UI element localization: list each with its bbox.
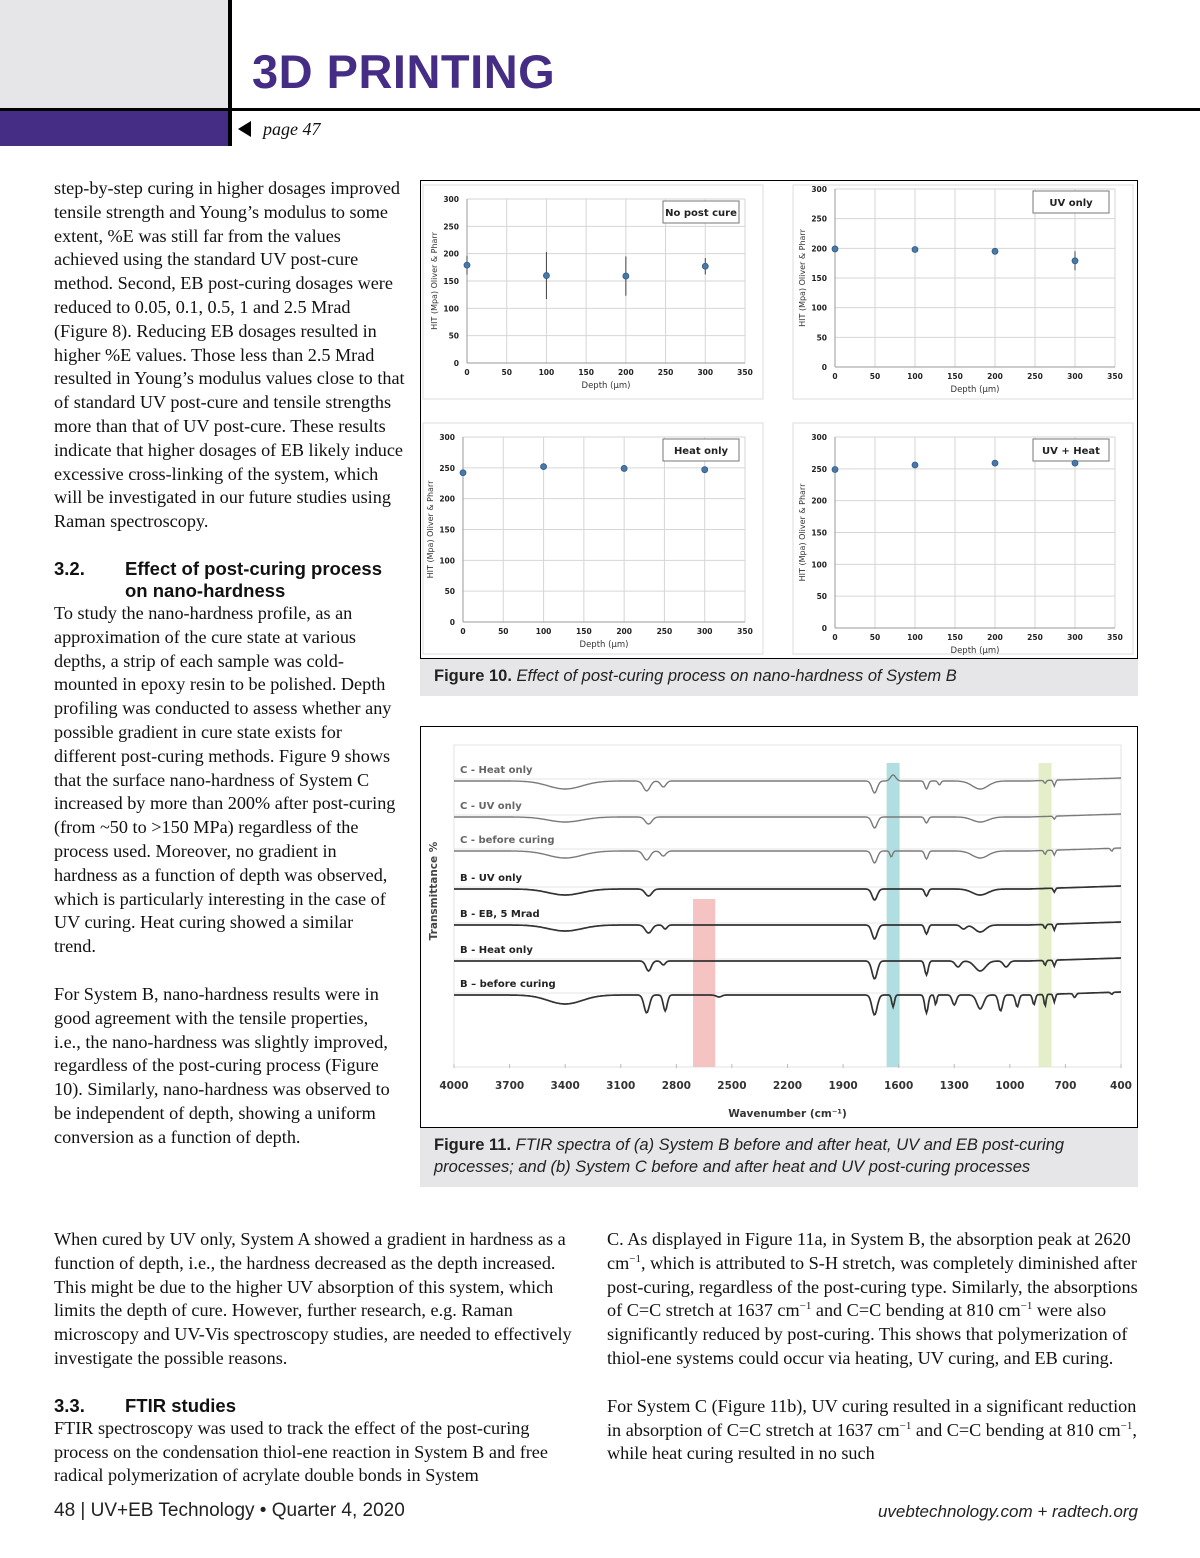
y-axis-label: HIT (Mpa) Oliver & Pharr [798, 483, 807, 582]
paragraph: step-by-step curing in higher dosages improved tensile strength and Young’s modulus to some extent, %E was still far from the values achieved using the standard UV post-cure method. Second, EB post-curing dosages were reduced to 0.05, 0.1, 0.5, 1 and 2.5 Mrad (Figure 8). Reducing EB dosages resulted in higher %E values. Those less than 2.5 Mrad resulted in Young’s modulus values close to that of standard UV post-cure and tensile strengths more than that of UV post-cure. These results indicate that higher dosages of EB likely induce excessive cross-linking of the system, which will be investigated in our future studies using Raman spectroscopy. [54, 178, 405, 532]
x-tick-label: 3100 [606, 1080, 636, 1092]
x-tick-label: 300 [1067, 633, 1083, 642]
chart-panel [423, 185, 763, 399]
left-column [54, 177, 406, 1149]
y-tick-label: 100 [811, 303, 827, 313]
x-tick-label: 200 [987, 633, 1003, 642]
series-label: B - Heat only [460, 945, 533, 956]
data-point [702, 263, 708, 269]
legend-label: No post cure [665, 208, 737, 219]
x-tick-label: 350 [1107, 372, 1123, 381]
x-tick-label: 150 [578, 368, 594, 377]
header-gray-block [0, 0, 228, 108]
figure-10 [420, 180, 1138, 659]
x-tick-label: 200 [987, 372, 1003, 381]
legend-label: UV + Heat [1042, 446, 1100, 457]
y-tick-label: 250 [811, 214, 827, 224]
y-tick-label: 50 [816, 592, 827, 602]
chart-panel [793, 423, 1133, 656]
x-tick-label: 250 [656, 627, 673, 636]
caption-label: Figure 11. [434, 1136, 512, 1154]
figure-10-caption [420, 659, 1138, 696]
x-tick-label: 250 [1027, 372, 1043, 381]
section-number: 3.3. [54, 1394, 85, 1416]
section-title: 3D PRINTING [252, 45, 556, 98]
data-point [912, 462, 918, 468]
x-tick-label: 2500 [717, 1080, 747, 1092]
x-tick-label: 400 [1110, 1080, 1132, 1092]
section-heading-3-2 [54, 558, 406, 602]
x-tick-label: 200 [616, 627, 632, 636]
paragraph: To study the nano-hardness profile, as an approximation of the cure state at various depths, a strip of each sample was cold-mounted in epoxy resin to be polished. Depth profiling was conducted to assess whether any possible gradient in cure state exists for different post-curing methods. Figure 9 shows that the surface nano-hardness of System C increased by more than 200% after post-curing (from ~50 to >150 MPa) regardless of the process used. Moreover, no gradient in hardness as a function of depth was observed, which is particularly interesting in the case of UV curing. Heat curing showed a similar trend. [54, 602, 396, 957]
nano-hardness-charts [421, 181, 1137, 658]
x-tick-label: 300 [1067, 372, 1083, 381]
x-axis-label: Depth (μm) [950, 385, 1000, 395]
y-tick-label: 100 [811, 560, 827, 570]
data-point [912, 247, 918, 253]
y-tick-label: 0 [449, 618, 455, 627]
y-tick-label: 100 [439, 556, 455, 566]
y-tick-label: 300 [811, 185, 827, 194]
y-tick-label: 50 [448, 331, 459, 341]
footer-sites: uvebtechnology.com + radtech.org [877, 1502, 1138, 1521]
data-point [623, 273, 629, 279]
x-tick-label: 2200 [772, 1080, 803, 1092]
section-number: 3.2. [54, 557, 85, 579]
x-tick-label: 300 [696, 627, 713, 636]
data-point [832, 246, 838, 252]
data-point [541, 464, 547, 470]
y-tick-label: 250 [811, 464, 827, 474]
y-tick-label: 300 [443, 195, 459, 204]
y-tick-label: 200 [811, 244, 827, 254]
y-axis-label: HIT (Mpa) Oliver & Pharr [798, 229, 807, 327]
x-tick-label: 350 [737, 368, 753, 377]
x-tick-label: 700 [1054, 1080, 1077, 1092]
caption-text: Effect of post-curing process on nano-hardness of System B [516, 667, 957, 685]
x-tick-label: 0 [460, 627, 466, 636]
data-point [702, 467, 708, 473]
x-axis-label: Wavenumber (cm⁻¹) [728, 1108, 847, 1120]
y-tick-label: 250 [439, 463, 455, 473]
y-tick-label: 0 [453, 359, 459, 368]
y-axis-label: HIT (Mpa) Oliver & Pharr [426, 480, 435, 579]
header-purple-bar [0, 111, 228, 146]
y-tick-label: 300 [811, 433, 827, 442]
x-tick-label: 150 [947, 633, 963, 642]
figure-11-caption [420, 1128, 1138, 1187]
x-tick-label: 100 [907, 372, 923, 381]
ftir-spectra-chart [421, 727, 1137, 1127]
x-tick-label: 3400 [550, 1080, 580, 1092]
x-tick-label: 0 [832, 633, 838, 642]
x-axis-label: Depth (μm) [581, 381, 631, 391]
x-tick-label: 0 [832, 372, 838, 381]
x-tick-label: 1300 [939, 1080, 969, 1092]
x-tick-label: 3700 [494, 1080, 525, 1092]
paragraph: C. As displayed in Figure 11a, in System B, the absorption peak at 2620 $cm^{-1}$, which is attributed to S-H stretch, was completely diminished after post-curing, regardless of the post-curing type. Similarly, the absorptions of C=C stretch at 1637 $cm^{-1}$ and C=C bending at 810 $cm^{-1}$ were also significantly reduced by post-curing. This shows that polymerization of thiol-ene systems could occur via heating, UV curing, and EB curing. [607, 1229, 1138, 1368]
series-label: C - before curing [460, 835, 555, 846]
x-tick-label: 250 [1027, 633, 1043, 642]
plot-area [454, 745, 1121, 1067]
bottom-left-column [54, 1228, 588, 1488]
section-heading-text: FTIR studies [125, 1394, 237, 1416]
x-tick-label: 200 [618, 368, 634, 377]
y-tick-label: 100 [443, 304, 459, 314]
bottom-right-column [607, 1228, 1142, 1466]
paragraph: For System B, nano-hardness results were in good agreement with the tensile properties, i.e., the nano-hardness was slightly improved, regardless of the post-curing process (Figure 10). Similarly, nano-hardness was observed to be independent of depth, showing a uniform conversion as a function of depth. [54, 983, 390, 1147]
continued-from-label: page 47 [263, 119, 321, 139]
x-tick-label: 1000 [995, 1080, 1025, 1092]
x-tick-label: 50 [498, 627, 509, 636]
x-tick-label: 50 [869, 633, 881, 642]
x-tick-label: 150 [576, 627, 592, 636]
x-tick-label: 250 [657, 368, 674, 377]
caption-text: FTIR spectra of (a) System B before and after heat, UV and EB post-curing processes; and (b) System C before and after heat and UV post-curing processes [434, 1136, 1065, 1176]
x-tick-label: 100 [538, 368, 555, 377]
data-point [1072, 258, 1078, 264]
x-tick-label: 2800 [661, 1080, 691, 1092]
y-tick-label: 150 [811, 528, 827, 538]
data-point [460, 470, 466, 476]
series-label: B - UV only [460, 873, 523, 884]
y-tick-label: 300 [439, 433, 455, 442]
x-tick-label: 50 [869, 372, 881, 381]
y-tick-label: 150 [439, 525, 455, 535]
x-tick-label: 1900 [828, 1080, 858, 1092]
y-tick-label: 250 [443, 222, 459, 232]
paragraph: When cured by UV only, System A showed a gradient in hardness as a function of depth, i.e., the hardness decreased as the depth increased. This might be due to the higher UV absorption of this system, which limits the depth of cure. However, further research, e.g. Raman microscopy and UV-Vis spectroscopy studies, are needed to effectively investigate the possible reasons. [54, 1229, 572, 1368]
data-point [832, 466, 838, 472]
legend-label: Heat only [673, 446, 729, 457]
data-point [1072, 460, 1078, 466]
x-tick-label: 100 [907, 633, 923, 642]
y-tick-label: 150 [811, 274, 827, 283]
series-label: B – before curing [460, 979, 556, 990]
x-tick-label: 350 [1107, 633, 1123, 642]
x-tick-label: 50 [501, 368, 512, 377]
data-point [464, 262, 470, 268]
y-axis-label: HIT (Mpa) Oliver & Pharr [430, 232, 439, 330]
section-heading-3-3 [54, 1395, 588, 1417]
x-tick-label: 0 [464, 368, 470, 377]
chart-panel [793, 185, 1133, 399]
x-tick-label: 1600 [884, 1080, 914, 1092]
series-label: B - EB, 5 Mrad [460, 909, 540, 920]
x-tick-label: 4000 [439, 1080, 469, 1092]
x-tick-label: 300 [697, 368, 714, 377]
chart-panel [423, 423, 763, 654]
x-axis-label: Depth (μm) [579, 640, 629, 650]
highlight-band [887, 763, 900, 1067]
caption-label: Figure 10. [434, 667, 512, 685]
x-tick-label: 150 [947, 372, 963, 381]
y-tick-label: 200 [443, 249, 459, 259]
y-tick-label: 200 [439, 494, 455, 504]
y-axis-label: Transmittance % [428, 841, 440, 941]
header-divider-vertical [228, 0, 232, 146]
data-point [992, 460, 998, 466]
x-tick-label: 100 [535, 627, 552, 636]
y-tick-label: 0 [821, 363, 827, 372]
series-label: C - UV only [460, 801, 522, 812]
y-tick-label: 50 [816, 333, 827, 343]
data-point [992, 248, 998, 254]
y-tick-label: 200 [811, 496, 827, 506]
y-tick-label: 50 [444, 587, 455, 597]
figure-11 [420, 726, 1138, 1128]
header-divider-horizontal [0, 108, 1200, 111]
arrow-left-icon [238, 121, 251, 137]
y-tick-label: 150 [443, 277, 459, 286]
data-point [621, 465, 627, 471]
section-heading-text: Effect of post-curing process on nano-hardness [125, 557, 382, 601]
data-point [543, 273, 549, 279]
x-tick-label: 350 [737, 627, 753, 636]
paragraph: FTIR spectroscopy was used to track the effect of the post-curing process on the condensation thiol-ene reaction in System B and free radical polymerization of acrylate double bonds in System [54, 1417, 548, 1486]
x-axis-label: Depth (μm) [950, 646, 1000, 656]
paragraph: For System C (Figure 11b), UV curing resulted in a significant reduction in absorption of C=C stretch at 1637 $cm^{-1}$ and C=C bending at 810 $cm^{-1}$, while heat curing resulted in no such [607, 1395, 1137, 1464]
continued-from-link[interactable] [238, 119, 321, 140]
legend-label: UV only [1049, 198, 1093, 209]
series-label: C - Heat only [460, 765, 533, 776]
highlight-band [1039, 763, 1052, 1067]
footer-page-info: 48 | UV+EB Technology • Quarter 4, 2020 [54, 1500, 405, 1521]
y-tick-label: 0 [821, 624, 827, 633]
